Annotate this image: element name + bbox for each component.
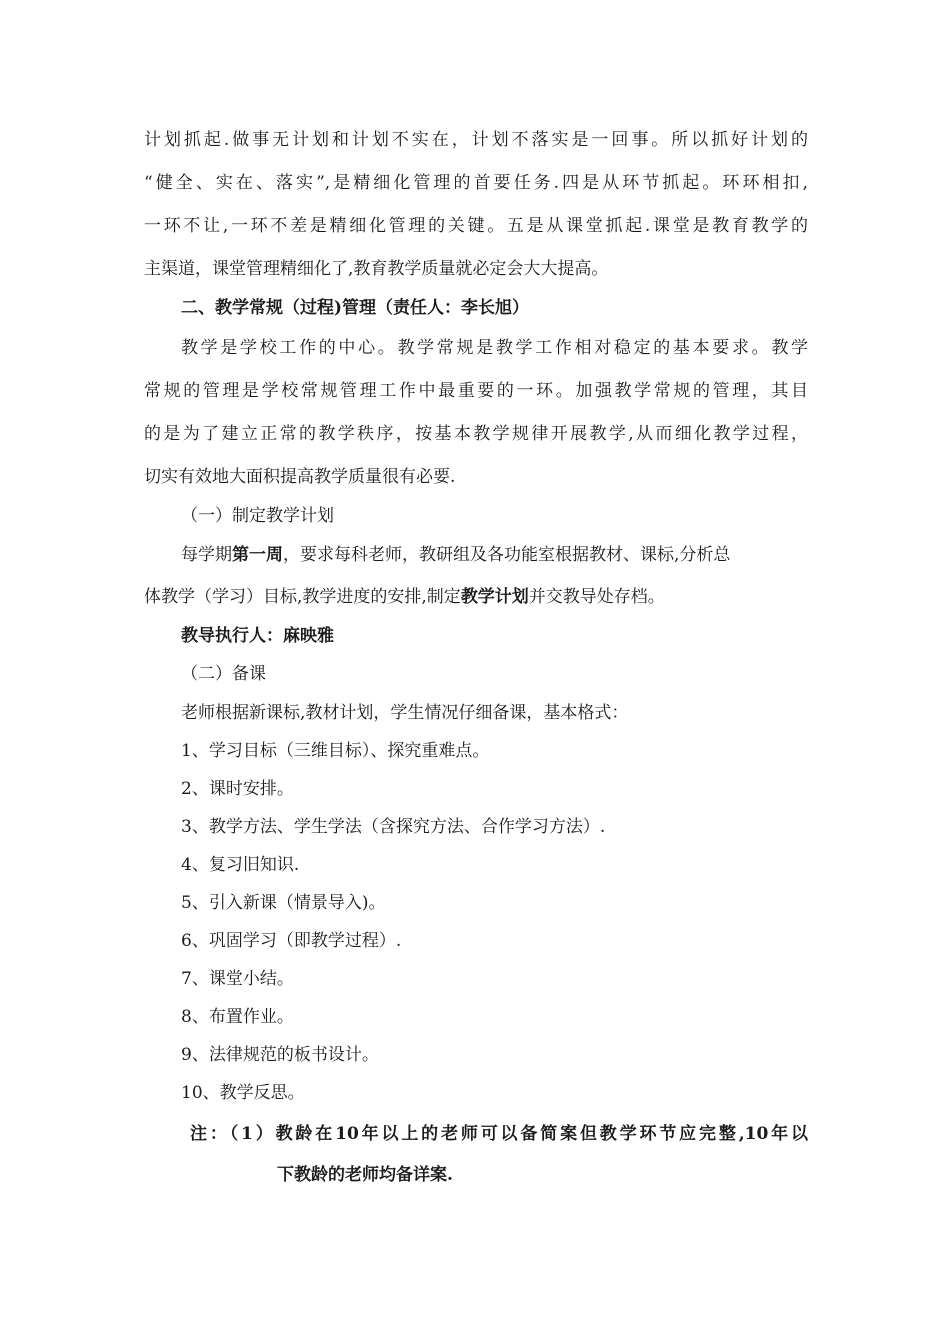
- list-item: 7、课堂小结。: [181, 969, 294, 989]
- paragraph-line: 教学是学校工作的中心。教学常规是教学工作相对稳定的基本要求。教学: [181, 338, 808, 358]
- paragraph-line: 的是为了建立正常的教学秩序，按基本教学规律开展教学,从而细化教学过程，: [144, 424, 808, 444]
- paragraph-line: [144, 585, 665, 609]
- list-item: 8、布置作业。: [181, 1007, 294, 1027]
- list-item: 5、引入新课（情景导入)。: [181, 893, 386, 913]
- paragraph-line: 计划抓起.做事无计划和计划不实在，计划不落实是一回事。所以抓好计划的: [144, 130, 808, 150]
- text-segment: ，要求每科老师，教研组及各功能室根据教材、课标,分析总: [283, 545, 731, 565]
- executor-line: 教导执行人：麻映雅: [181, 626, 334, 646]
- section-heading: 二、教学常规（过程)管理（责任人：李长旭）: [181, 298, 530, 318]
- paragraph-line: 老师根据新课标,教材计划，学生情况仔细备课，基本格式：: [181, 703, 629, 723]
- list-item: 4、复习旧知识.: [181, 855, 300, 875]
- paragraph-line: 切实有效地大面积提高教学质量很有必要.: [144, 467, 456, 487]
- text-segment: 并交教导处存档。: [528, 587, 665, 607]
- emphasis-text: 第一周: [232, 545, 283, 565]
- subsection-heading: （二）备课: [181, 664, 266, 684]
- text-segment: 体教学（学习）目标,教学进度的安排,制定: [144, 587, 461, 607]
- paragraph-line: 一环不让,一环不差是精细化管理的关键。五是从课堂抓起.课堂是教育教学的: [144, 216, 808, 236]
- subsection-heading: （一）制定教学计划: [181, 506, 334, 526]
- paragraph-line: “健全、实在、落实”,是精细化管理的首要任务.四是从环节抓起。环环相扣,: [144, 173, 808, 193]
- list-item: 10、教学反思。: [181, 1083, 305, 1103]
- paragraph-line: 常规的管理是学校常规管理工作中最重要的一环。加强教学常规的管理，其目: [144, 381, 808, 401]
- list-item: 6、巩固学习（即教学过程）.: [181, 931, 402, 951]
- list-item: 3、教学方法、学生学法（含探究方法、合作学习方法）.: [181, 817, 606, 837]
- text-segment: 每学期: [181, 545, 232, 565]
- paragraph-line: 主渠道，课堂管理精细化了,教育教学质量就必定会大大提高。: [144, 259, 609, 279]
- list-item: 1、学习目标（三维目标）、探究重难点。: [181, 741, 490, 761]
- emphasis-text: 教学计划: [460, 587, 529, 607]
- list-item: 9、法律规范的板书设计。: [181, 1045, 379, 1065]
- paragraph-line: [181, 543, 730, 567]
- note-line: 注：（1）教龄在10年以上的老师可以备简案但教学环节应完整,10年以: [190, 1124, 808, 1144]
- list-item: 2、课时安排。: [181, 779, 294, 799]
- note-line: 下教龄的老师均备详案.: [277, 1165, 453, 1185]
